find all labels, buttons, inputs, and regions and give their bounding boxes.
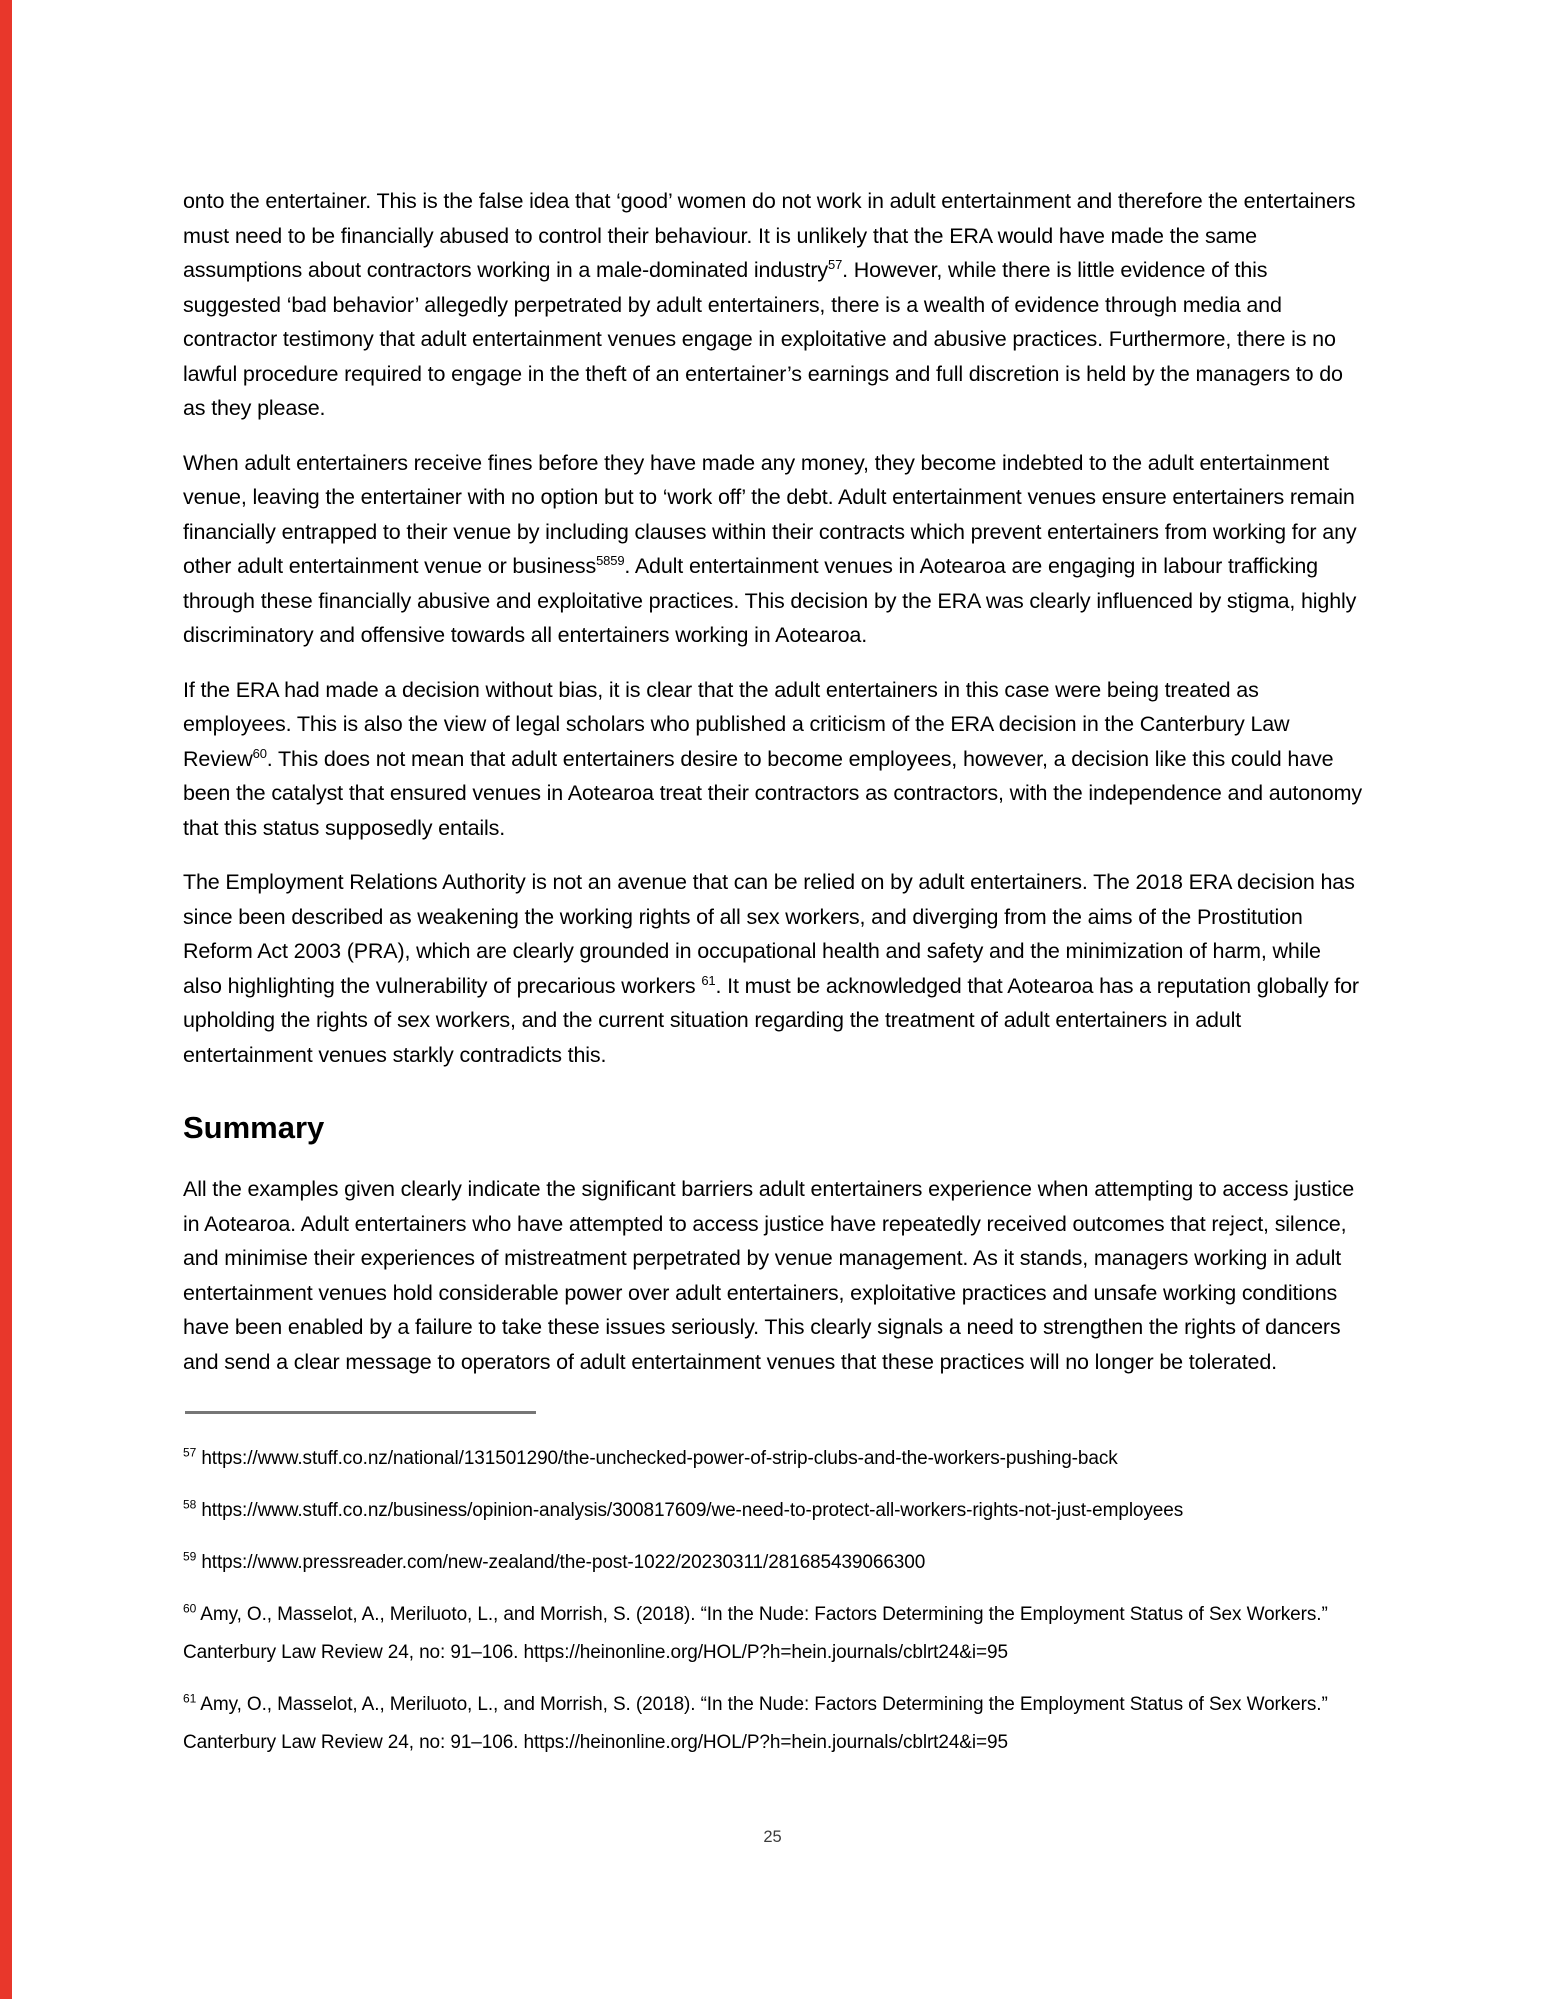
- body-paragraph: onto the entertainer. This is the false idea that ‘good’ women do not work in adult entertainment and therefore the entertainers must need to be financially abused to control their behaviour. It is unlikely that the ERA would have made the same assumptions about contractors working in a male-dominated industry$^{57}$. However, while there is little evidence of this suggested ‘bad behavior’ allegedly perpetrated by adult entertainers, there is a wealth of evidence through media and contractor testimony that adult entertainment venues engage in exploitative and abusive practices. Furthermore, there is no lawful procedure required to engage in the theft of an entertainer’s earnings and full discretion is held by the managers to do as they please.: [183, 189, 1356, 420]
- body-paragraphs: [183, 184, 1363, 1072]
- summary-paragraph: All the examples given clearly indicate the significant barriers adult entertainers experience when attempting to access justice in Aotearoa. Adult entertainers who have attempted to access justice have repeatedly received outcomes that reject, silence, and minimise their experiences of mistreatment perpetrated by venue management. As it stands, managers working in adult entertainment venues hold considerable power over adult entertainers, exploitative practices and unsafe working conditions have been enabled by a failure to take these issues seriously. This clearly signals a need to strengthen the rights of dancers and send a clear message to operators of adult entertainment venues that these practices will no longer be tolerated.: [183, 1177, 1355, 1374]
- footnote-reference: 57: [827, 256, 843, 272]
- page-content: [183, 184, 1363, 1776]
- footnote-divider: [185, 1411, 536, 1414]
- footnote-text: https://www.stuff.co.nz/business/opinion-analysis/300817609/we-need-to-protect-all-workers-rights-not-just-employees: [196, 1500, 1184, 1521]
- footnote-reference: 60: [252, 745, 267, 761]
- footnote-number: 60: [183, 1601, 197, 1616]
- footnote-number: 59: [183, 1549, 197, 1564]
- page-left-edge-marker: [0, 0, 12, 1999]
- footnotes: [183, 1440, 1363, 1762]
- footnote-item: [183, 1596, 1363, 1672]
- footnote-text: Amy, O., Masselot, A., Meriluoto, L., and Morrish, S. (2018). “In the Nude: Factors Determining the Employment Status of Sex Workers.” Canterbury Law Review 24, no: 91–106. https://heinonline.org/HOL/P?h=hein.journals/cblrt24&i=95: [183, 1694, 1328, 1753]
- footnote-reference: 61: [701, 972, 716, 988]
- page-number: 25: [763, 1828, 782, 1846]
- summary-heading: Summary: [183, 1110, 325, 1145]
- footnote-number: 61: [183, 1691, 197, 1706]
- footnote-text: https://www.stuff.co.nz/national/131501290/the-unchecked-power-of-strip-clubs-and-the-workers-pushing-back: [196, 1448, 1118, 1469]
- body-paragraph: When adult entertainers receive fines before they have made any money, they become indebted to the adult entertainment venue, leaving the entertainer with no option but to ‘work off’ the debt. Adult entertainment venues ensure entertainers remain financially entrapped to their venue by including clauses within their contracts which prevent entertainers from working for any other adult entertainment venue or business$^{5859}$. Adult entertainment venues in Aotearoa are engaging in labour trafficking through these financially abusive and exploitative practices. This decision by the ERA was clearly influenced by stigma, highly discriminatory and offensive towards all entertainers working in Aotearoa.: [183, 450, 1357, 647]
- body-paragraph: The Employment Relations Authority is not an avenue that can be relied on by adult entertainers. The 2018 ERA decision has since been described as weakening the working rights of all sex workers, and diverging from the aims of the Prostitution Reform Act 2003 (PRA), which are clearly grounded in occupational health and safety and the minimization of harm, while also highlighting the vulnerability of precarious workers $^{61}$. It must be acknowledged that Aotearoa has a reputation globally for upholding the rights of sex workers, and the current situation regarding the treatment of adult entertainers in adult entertainment venues starkly contradicts this.: [183, 870, 1359, 1067]
- footnote-number: 58: [183, 1497, 197, 1512]
- footnote-item: [183, 1544, 1363, 1582]
- footnote-number: 57: [183, 1445, 197, 1460]
- footnote-text: Amy, O., Masselot, A., Meriluoto, L., and Morrish, S. (2018). “In the Nude: Factors Determining the Employment Status of Sex Workers.” Canterbury Law Review 24, no: 91–106. https://heinonline.org/HOL/P?h=hein.journals/cblrt24&i=95: [183, 1604, 1328, 1663]
- footnote-item: [183, 1440, 1363, 1478]
- footnote-item: [183, 1686, 1363, 1762]
- footnote-item: [183, 1492, 1363, 1530]
- footnote-reference: 5859: [596, 552, 625, 568]
- footnote-text: https://www.pressreader.com/new-zealand/the-post-1022/20230311/281685439066300: [196, 1552, 926, 1573]
- body-paragraph: If the ERA had made a decision without bias, it is clear that the adult entertainers in this case were being treated as employees. This is also the view of legal scholars who published a criticism of the ERA decision in the Canterbury Law Review$^{60}$. This does not mean that adult entertainers desire to become employees, however, a decision like this could have been the catalyst that ensured venues in Aotearoa treat their contractors as contractors, with the independence and autonomy that this status supposedly entails.: [183, 677, 1362, 840]
